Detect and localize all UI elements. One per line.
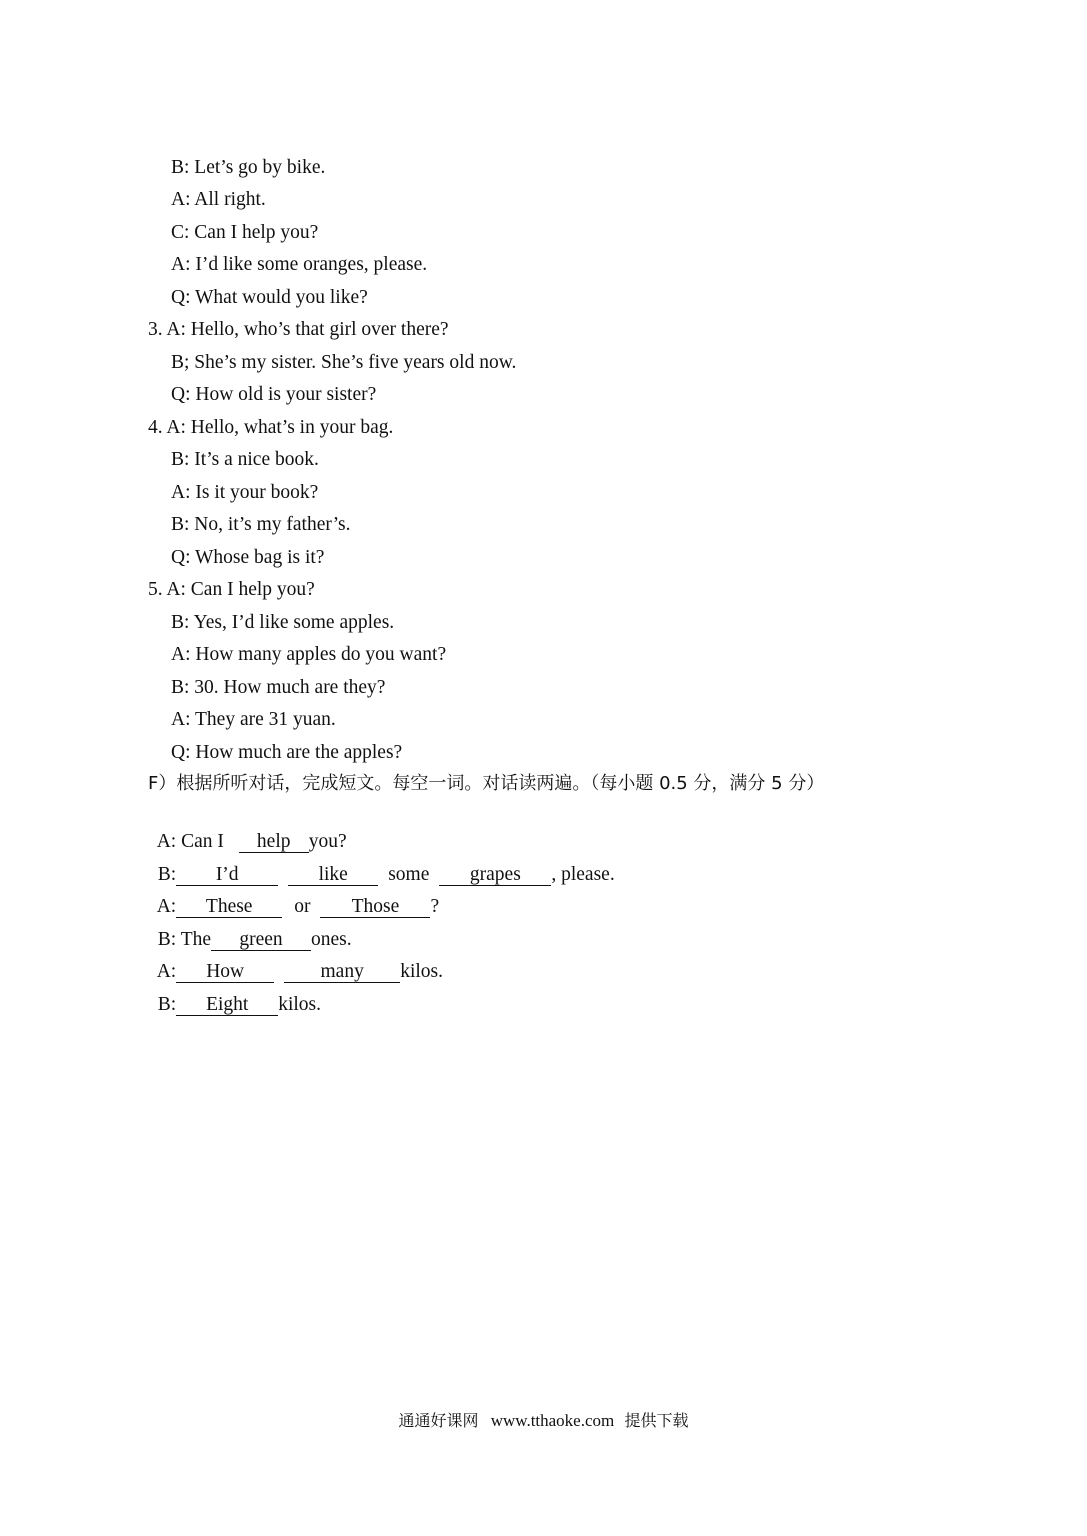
answer-blank: many bbox=[284, 962, 400, 983]
dialogue-line-numbered: 5. A: Can I help you? bbox=[148, 579, 315, 600]
dialogue-line-numbered: 3. A: Hello, who’s that girl over there? bbox=[148, 319, 449, 340]
dialogue-line: A: How many apples do you want? bbox=[171, 644, 447, 665]
dialogue-line: A: All right. bbox=[171, 189, 266, 210]
fill-text: or bbox=[294, 896, 311, 917]
dialogue-line: B: No, it’s my father’s. bbox=[171, 514, 351, 535]
page-footer bbox=[0, 1408, 1087, 1431]
fill-text: kilos. bbox=[278, 994, 321, 1015]
fill-prefix: A: bbox=[156, 896, 177, 917]
dialogue-line: C: Can I help you? bbox=[171, 222, 319, 243]
dialogue-line: A: I’d like some oranges, please. bbox=[171, 254, 428, 275]
answer-blank: How bbox=[176, 962, 274, 983]
answer-blank: Eight bbox=[176, 995, 278, 1016]
fill-prefix: B: bbox=[157, 994, 177, 1015]
dialogue-line: B; She’s my sister. She’s five years old now. bbox=[171, 352, 517, 373]
fill-prefix: B: bbox=[157, 864, 177, 885]
dialogue-line-numbered: 4. A: Hello, what’s in your bag. bbox=[148, 417, 394, 438]
fill-text: , please. bbox=[551, 864, 615, 885]
dialogue-line: Q: Whose bag is it? bbox=[171, 547, 325, 568]
dialogue-line: Q: How much are the apples? bbox=[171, 742, 403, 763]
fill-text: you? bbox=[308, 831, 347, 852]
fill-text: ? bbox=[430, 896, 440, 917]
fill-line-6 bbox=[148, 969, 321, 1017]
section-f-heading: F）根据所听对话，完成短文。每空一词。对话读两遍。（每小题 0.5 分，满分 5 分） bbox=[148, 773, 825, 794]
dialogue-line: Q: How old is your sister? bbox=[171, 384, 377, 405]
answer-blank: Those bbox=[320, 897, 430, 918]
footer-site-name: 通通好课网 bbox=[398, 1411, 479, 1430]
dialogue-line: A: They are 31 yuan. bbox=[171, 709, 336, 730]
fill-prefix: A: bbox=[156, 961, 177, 982]
answer-blank: These bbox=[176, 897, 282, 918]
dialogue-line: A: Is it your book? bbox=[171, 482, 319, 503]
answer-blank: like bbox=[288, 865, 378, 886]
answer-blank: green bbox=[211, 930, 311, 951]
dialogue-line: Q: What would you like? bbox=[171, 287, 368, 308]
dialogue-line: B: Let’s go by bike. bbox=[171, 157, 326, 178]
fill-text: some bbox=[388, 864, 430, 885]
fill-prefix: A: Can I bbox=[156, 831, 229, 852]
dialogue-line: B: Yes, I’d like some apples. bbox=[171, 612, 395, 633]
fill-prefix: B: The bbox=[157, 929, 212, 950]
answer-blank: grapes bbox=[439, 865, 551, 886]
footer-url[interactable]: www.tthaoke.com bbox=[490, 1411, 615, 1430]
fill-text: kilos. bbox=[400, 961, 443, 982]
dialogue-line: B: It’s a nice book. bbox=[171, 449, 319, 470]
answer-blank: help bbox=[239, 832, 309, 853]
dialogue-line: B: 30. How much are they? bbox=[171, 677, 386, 698]
answer-blank: I’d bbox=[176, 865, 278, 886]
fill-text: ones. bbox=[311, 929, 352, 950]
footer-note: 提供下载 bbox=[624, 1411, 689, 1430]
